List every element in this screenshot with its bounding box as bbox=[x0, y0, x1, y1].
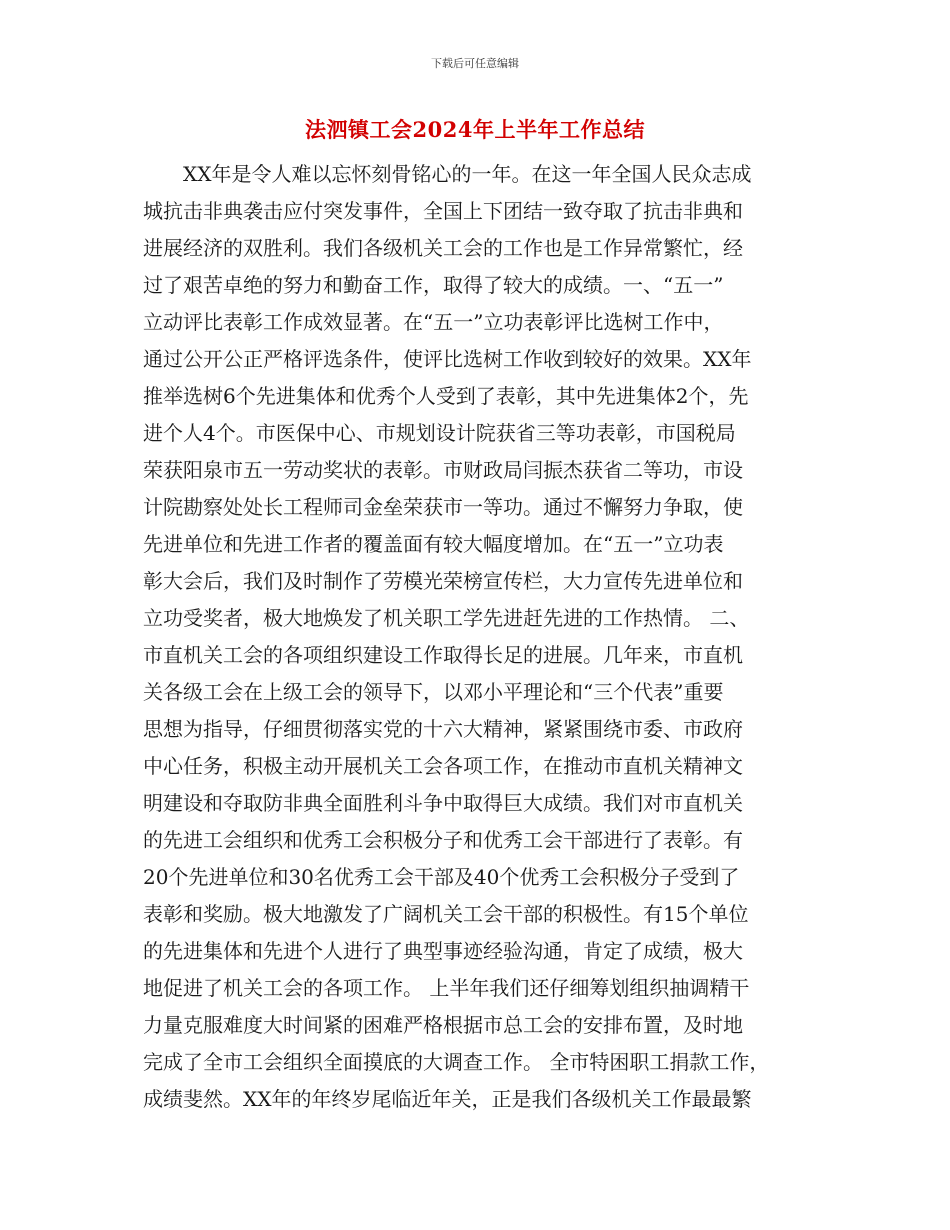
body-line: 推举选树6个先进集体和优秀个人受到了表彰，其中先进集体2个，先 bbox=[143, 384, 749, 408]
body-line: 荣获阳泉市五一劳动奖状的表彰。市财政局闫振杰获省二等功，市设 bbox=[143, 458, 743, 482]
body-line: XX年是令人难以忘怀刻骨铭心的一年。在这一年全国人民众志成 bbox=[183, 162, 752, 186]
body-line: 进展经济的双胜利。我们各级机关工会的工作也是工作异常繁忙，经 bbox=[143, 236, 743, 260]
body-line: 进个人4个。市医保中心、市规划设计院获省三等功表彰，市国税局 bbox=[143, 421, 736, 445]
body-line: 过了艰苦卓绝的努力和勤奋工作，取得了较大的成绩。一、“五一” bbox=[143, 273, 724, 297]
body-line: 中心任务，积极主动开展机关工会各项工作，在推动市直机关精神文 bbox=[143, 754, 743, 778]
body-line: 城抗击非典袭击应付突发事件，全国上下团结一致夺取了抗击非典和 bbox=[143, 199, 743, 223]
body-line: 明建设和夺取防非典全面胜利斗争中取得巨大成绩。我们对市直机关 bbox=[143, 791, 743, 815]
body-line: 成绩斐然。XX年的年终岁尾临近年关，正是我们各级机关工作最最繁 bbox=[143, 1087, 752, 1111]
document-title: 法泗镇工会2024年上半年工作总结 bbox=[305, 117, 645, 142]
body-line: 地促进了机关工会的各项工作。 上半年我们还仔细筹划组织抽调精干 bbox=[143, 976, 750, 1000]
body-line: 力量克服难度大时间紧的困难严格根据市总工会的安排布置，及时地 bbox=[143, 1013, 743, 1037]
body-line: 通过公开公正严格评选条件，使评比选树工作收到较好的效果。XX年 bbox=[143, 347, 752, 371]
body-line: 先进单位和先进工作者的覆盖面有较大幅度增加。在“五一”立功表 bbox=[143, 532, 724, 556]
body-line: 表彰和奖励。极大地激发了广阔机关工会干部的积极性。有15个单位 bbox=[143, 902, 749, 926]
body-line: 立功受奖者，极大地焕发了机关职工学先进赶先进的工作热情。 二、 bbox=[143, 606, 750, 630]
body-line: 关各级工会在上级工会的领导下，以邓小平理论和“三个代表”重要 bbox=[143, 680, 724, 704]
header-note: 下载后可任意编辑 bbox=[431, 57, 519, 70]
body-line: 计院勘察处处长工程师司金垒荣获市一等功。通过不懈努力争取，使 bbox=[143, 495, 743, 519]
body-line: 思想为指导，仔细贯彻落实党的十六大精神，紧紧围绕市委、市政府 bbox=[143, 717, 743, 741]
body-line: 的先进工会组织和优秀工会积极分子和优秀工会干部进行了表彰。有 bbox=[143, 828, 743, 852]
body-line: 的先进集体和先进个人进行了典型事迹经验沟通，肯定了成绩，极大 bbox=[143, 939, 743, 963]
body-line: 完成了全市工会组织全面摸底的大调查工作。 全市特困职工捐款工作， bbox=[143, 1050, 770, 1074]
body-line: 市直机关工会的各项组织建设工作取得长足的进展。几年来，市直机 bbox=[143, 643, 743, 667]
body-line: 立动评比表彰工作成效显著。在“五一”立功表彰评比选树工作中， bbox=[143, 310, 724, 334]
body-line: 20个先进单位和30名优秀工会干部及40个优秀工会积极分子受到了 bbox=[143, 865, 740, 889]
body-line: 彰大会后，我们及时制作了劳模光荣榜宣传栏，大力宣传先进单位和 bbox=[143, 569, 743, 593]
